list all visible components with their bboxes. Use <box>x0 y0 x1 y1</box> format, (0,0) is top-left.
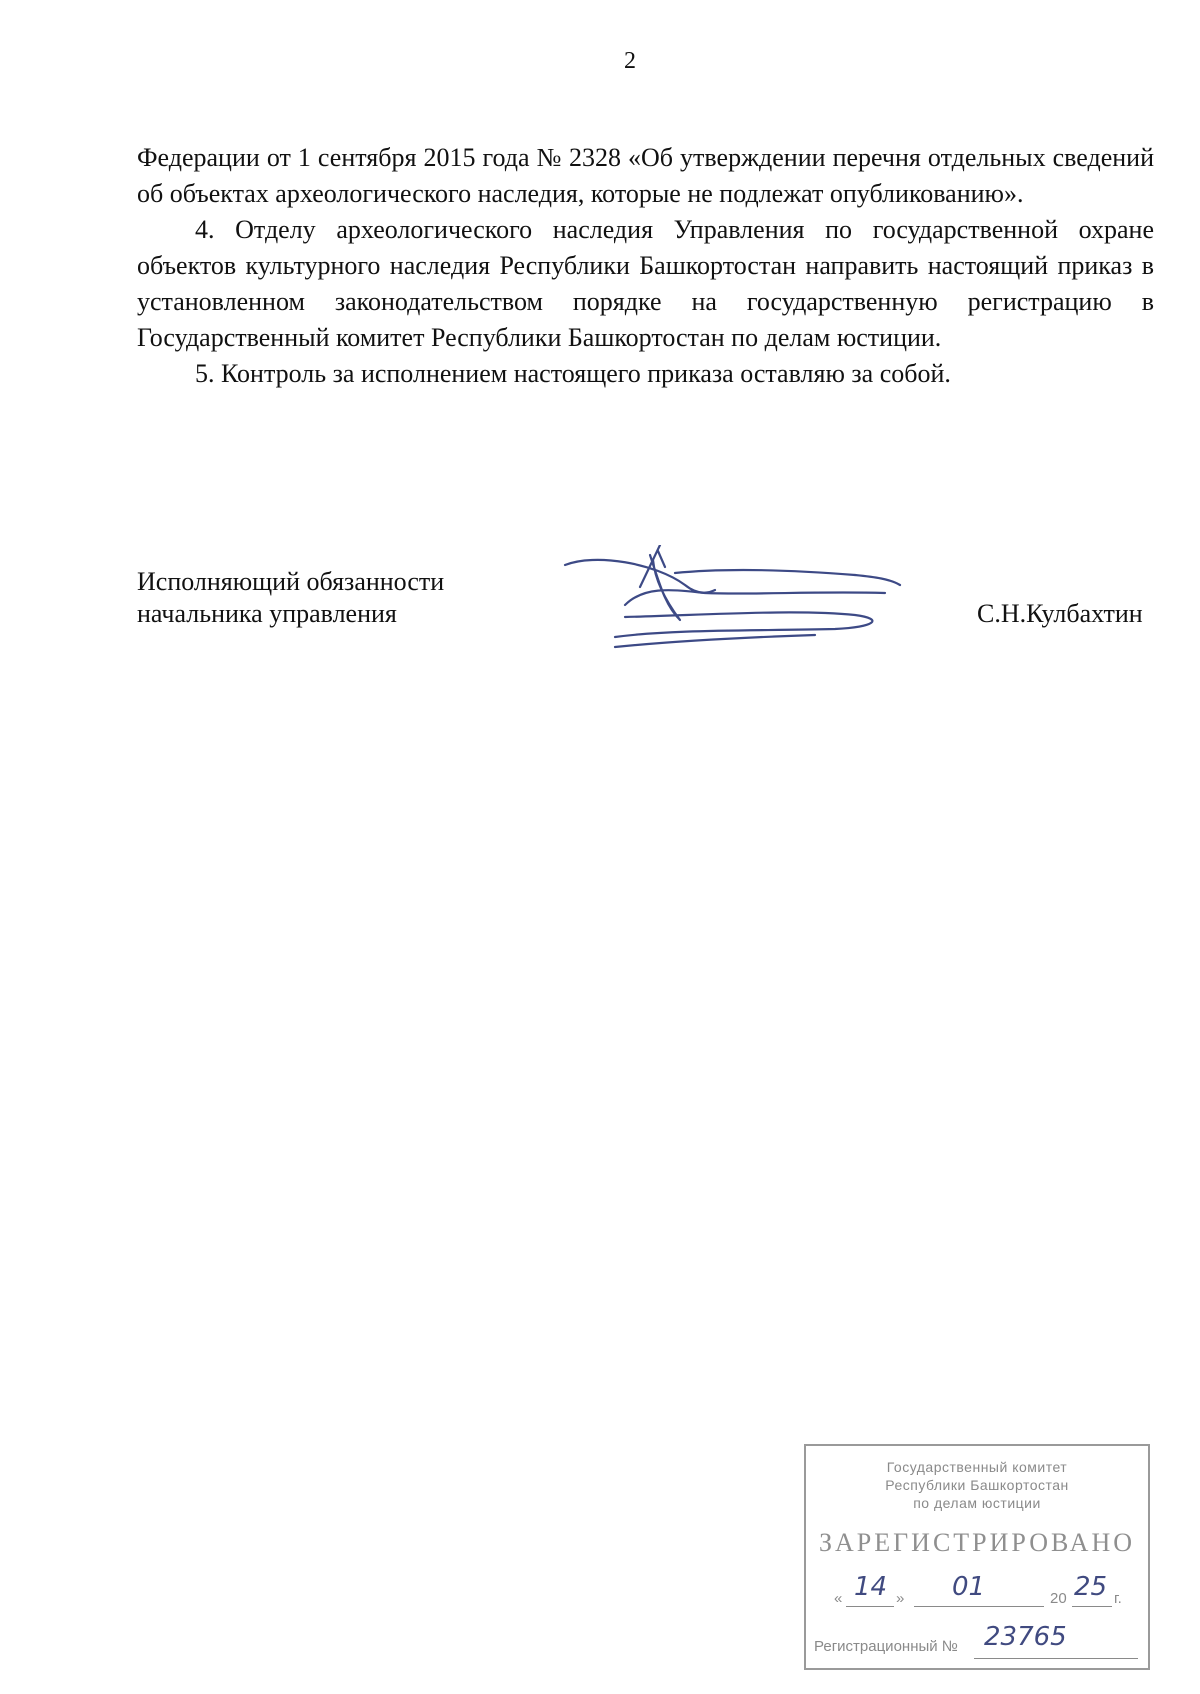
stamp-organization <box>806 1458 1148 1512</box>
stamp-regno-line <box>974 1658 1138 1659</box>
position-line-2: начальника управления <box>137 599 397 628</box>
paragraph-continuation: Федерации от 1 сентября 2015 года № 2328 «Об утверждении перечня отдельных сведений об объектах археологического наследия, которые не подлежат опубликованию». <box>137 143 1154 208</box>
registration-stamp <box>804 1444 1150 1670</box>
stamp-day-line <box>846 1606 894 1607</box>
position-line-1: Исполняющий обязанности <box>137 567 445 596</box>
paragraph-item-4: 4. Отделу археологического наследия Управления по государственной охране объектов культурного наследия Республики Башкортостан направить настоящий приказ в установленном законодательством порядке на государственную регистрацию в Государственный комитет Республики Башкортостан по делам юстиции. <box>137 215 1154 352</box>
paragraph-item-5: 5. Контроль за исполнением настоящего приказа оставляю за собой. <box>195 359 951 388</box>
stamp-quote-close: » <box>896 1590 905 1607</box>
stamp-quote-open: « <box>834 1590 843 1607</box>
stamp-registered-label: ЗАРЕГИСТРИРОВАНО <box>819 1528 1135 1557</box>
stamp-org-line-1: Государственный комитет <box>886 1459 1068 1475</box>
signatory-name: С.Н.Кулбахтин <box>977 599 1143 628</box>
stamp-regno: 23765 <box>984 1622 1067 1652</box>
signatory-position <box>137 566 444 630</box>
stamp-date <box>834 1572 1134 1610</box>
stamp-day: 14 <box>854 1572 888 1602</box>
stamp-month-line <box>914 1606 1044 1607</box>
stamp-regno-label: Регистрационный № <box>814 1638 958 1655</box>
stamp-year-line <box>1072 1606 1112 1607</box>
page-number: 2 <box>624 48 636 74</box>
stamp-org-line-3: по делам юстиции <box>913 1495 1041 1511</box>
document-body <box>137 140 1154 392</box>
stamp-month: 01 <box>952 1572 986 1602</box>
stamp-org-line-2: Республики Башкортостан <box>885 1477 1069 1493</box>
stamp-year-prefix: 20 <box>1050 1590 1067 1607</box>
handwritten-signature <box>555 545 935 655</box>
stamp-year: 25 <box>1074 1572 1108 1602</box>
stamp-year-suffix: г. <box>1114 1590 1122 1607</box>
